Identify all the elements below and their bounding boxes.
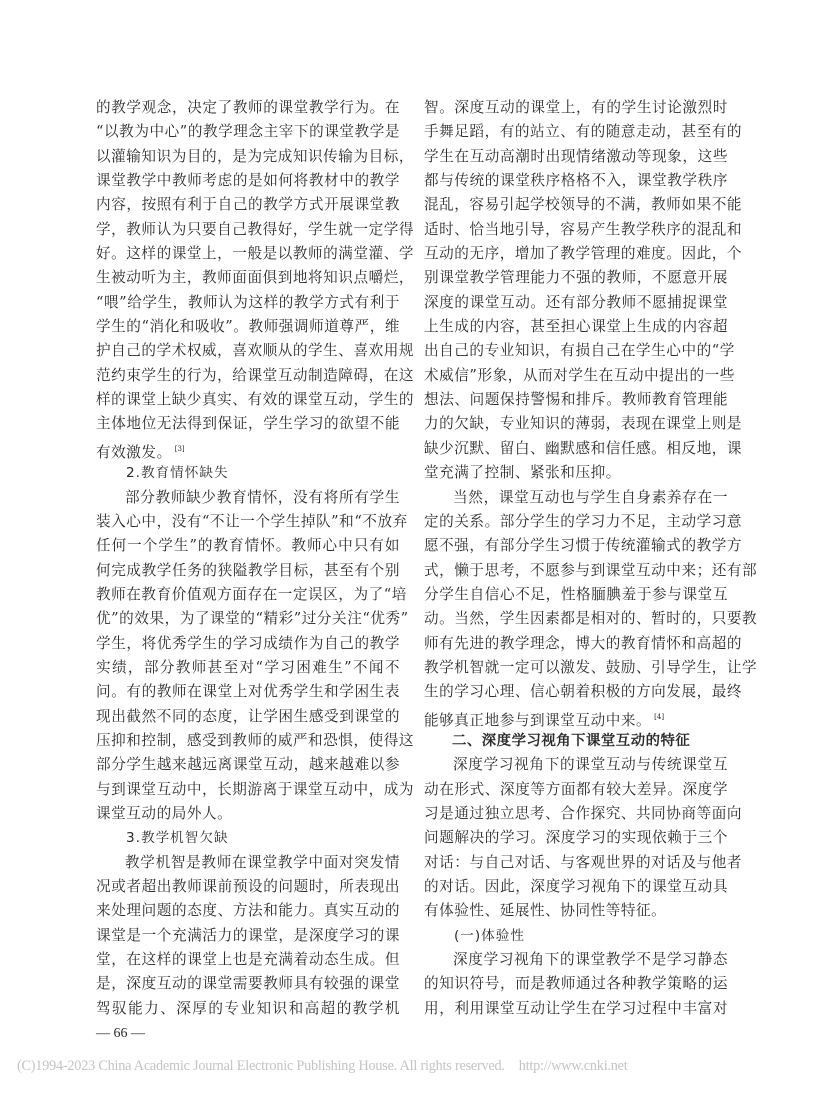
text-line: 生被动听为主，教师面面俱到地将知识点嚼烂， (96, 269, 415, 287)
text-line: 与到课堂互动中，长期游离于课堂互动中，成为 (96, 780, 415, 798)
text-line: 课堂教学中教师考虑的是如何将教材中的教学 (96, 172, 400, 190)
left-column (96, 96, 415, 1021)
text-line: 堂，在这样的课堂上也是充满着动态生成。但 (96, 951, 400, 969)
text-line: 缺少沉默、留白、幽默感和信任感。相反地，课 (424, 439, 743, 457)
text-line: 动在形式、深度等方面都有较大差异。深度学 (424, 780, 728, 798)
text-line: 装入心中，没有“不让一个学生掉队”和“不放弃 (96, 512, 408, 530)
text-line: 是，深度互动的课堂需要教师具有较强的课堂 (96, 975, 400, 993)
text-line: 问。有的教师在课堂上对优秀学生和学困生表 (96, 683, 400, 701)
text-line: 课堂是一个充满活力的课堂，是深度学习的课 (96, 926, 400, 944)
text-line: 任何一个学生”的教育情怀。教师心中只有如 (96, 537, 400, 555)
text-line: 主体地位无法得到保证，学生学习的欲望不能 (96, 415, 400, 433)
text-line: 生的学习心理、信心朝着积极的方向发展，最终 (424, 683, 743, 701)
text-line: 教学机智就一定可以激发、鼓励、引导学生，让学 (424, 658, 758, 676)
text-line: 愿不强，有部分学生习惯于传统灌输式的教学方 (424, 537, 743, 555)
text-line: 问题解决的学习。深度学习的实现依赖于三个 (424, 829, 728, 847)
copyright-footer (0, 1058, 822, 1075)
text-line: 何完成教学任务的狭隘教学目标，甚至有个别 (96, 561, 400, 579)
text-line: 师有先进的教学理念，博大的教育情怀和高超的 (424, 634, 743, 652)
text-line: 别课堂教学管理能力不强的教师，不愿意开展 (424, 269, 728, 287)
text-line: 的知识符号，而是教师通过各种教学策略的运 (424, 975, 728, 993)
text-line: 有体验性、延展性、协同性等特征。 (424, 902, 667, 920)
text-line: 智。深度互动的课堂上，有的学生讨论激烈时 (424, 99, 728, 116)
text-line: 课堂互动的局外人。 (96, 804, 233, 822)
text-line: 学生在互动高潮时出现情绪激动等现象，这些 (424, 147, 728, 165)
text-line: 分学生自信心不足，性格腼腆羞于参与课堂互 (424, 585, 728, 603)
text-line: 堂充满了控制、紧张和压抑。 (424, 464, 621, 482)
text-line: 压抑和控制，感受到教师的威严和恐惧，使得这 (96, 731, 415, 749)
text-line: 定的关系。部分学生的学习力不足，主动学习意 (424, 512, 743, 530)
text-line: 以灌输知识为目的，是为完成知识传输为目标， (96, 147, 415, 165)
text-line: 样的课堂上缺少真实、有效的课堂互动，学生的 (96, 391, 415, 409)
text-line: 来处理问题的态度、方法和能力。真实互动的 (96, 902, 400, 920)
text-line: 出自己的专业知识，有损自己在学生心中的“学 (424, 342, 735, 360)
text-line: 深度学习视角下的课堂互动与传统课堂互 (453, 756, 728, 774)
text-line: 互动的无序，增加了教学管理的难度。因此，个 (424, 245, 743, 263)
right-column (424, 96, 758, 1021)
citation-marker[interactable]: [4] (654, 712, 665, 721)
text-line: 教学机智是教师在课堂教学中面对突发情 (125, 853, 400, 871)
citation-marker[interactable]: [3] (174, 444, 185, 453)
paragraph-education-sentiment (96, 486, 415, 827)
text-line: “以教为中心”的教学理念主宰下的课堂教学是 (96, 123, 400, 141)
text-line: 习是通过独立思考、合作探究、共同协商等面向 (424, 804, 743, 822)
subheading-education-sentiment: 2.教育情怀缺失 (126, 465, 229, 482)
subsection-heading-experiential: (一)体验性 (454, 927, 525, 944)
text-line: “喂”给学生，教师认为这样的教学方式有利于 (96, 293, 400, 311)
text-line: 内容，按照有利于自己的教学方式开展课堂教 (96, 196, 400, 214)
text-line-content: 能够真正地参与到课堂互动中来。 (424, 711, 652, 729)
text-line: 实绩，部分教师甚至对“学习困难生”不闻不 (96, 658, 400, 676)
text-line-content: 有效激发。 (96, 443, 172, 461)
text-line: 力的欠缺，专业知识的薄弱，表现在课堂上则是 (424, 415, 743, 433)
subheading-teaching-wit: 3.教学机智欠缺 (126, 830, 229, 847)
text-line: 混乱，容易引起学校领导的不满，教师如果不能 (424, 196, 743, 214)
text-line: 手舞足蹈，有的站立、有的随意走动，甚至有的 (424, 123, 743, 141)
paragraph-teaching-wit (96, 851, 400, 1021)
text-line: 动。当然，学生因素都是相对的、暂时的，只要教 (424, 610, 758, 628)
copyright-text: (C)1994-2023 China Academic Journal Electronic Publishing House. All rights reserved. (17, 1058, 505, 1074)
text-line: 好。这样的课堂上，一般是以教师的满堂灌、学 (96, 245, 415, 263)
page-number: — 66 — (96, 1026, 145, 1041)
text-line: 的教学观念，决定了教师的课堂教学行为。在 (96, 99, 400, 116)
text-line: 现出截然不同的态度，让学困生感受到课堂的 (96, 707, 400, 725)
text-line: 适时、恰当地引导，容易产生教学秩序的混乱和 (424, 220, 743, 238)
text-line: 深度学习视角下的课堂教学不是学习静态 (453, 951, 728, 969)
text-line: 况或者超出教师课前预设的问题时，所表现出 (96, 878, 400, 895)
text-line: 教师在教育价值观方面存在一定误区，为了“培 (96, 585, 407, 603)
text-line: 优”的效果，为了课堂的“精彩”过分关注“优秀” (96, 610, 409, 628)
text-line: 学，教师认为只要自己教得好，学生就一定学得 (96, 220, 415, 238)
text-line: 术威信”形象，从而对学生在互动中提出的一些 (424, 366, 735, 384)
paragraph-features-intro (424, 753, 743, 923)
text-line: 部分教师缺少教育情怀，没有将所有学生 (125, 488, 400, 506)
text-line: 当然，课堂互动也与学生自身素养存在一 (453, 488, 728, 506)
paragraph-student-factors (424, 486, 758, 729)
text-line: 驾驭能力、深厚的专业知识和高超的教学机 (96, 999, 400, 1017)
paragraph-deep-interaction (424, 96, 743, 486)
text-line: 范约束学生的行为，给课堂互动制造障碍，在这 (96, 366, 415, 384)
text-line: 上生成的内容，甚至担心课堂上生成的内容超 (424, 318, 728, 336)
text-line: 学生的“消化和吸收”。教师强调师道尊严，维 (96, 318, 400, 336)
paragraph-teaching-concept (96, 96, 415, 461)
text-line: 学生，将优秀学生的学习成绩作为自己的教学 (96, 634, 400, 652)
text-line: 对话：与自己对话、与客观世界的对话及与他者 (424, 853, 743, 871)
text-line: 深度的课堂互动。还有部分教师不愿捕捉课堂 (424, 293, 728, 311)
text-line (96, 437, 400, 461)
text-line: 式，懒于思考，不愿参与到课堂互动中来；还有部 (424, 561, 758, 579)
text-line: 都与传统的课堂秩序格格不入，课堂教学秩序 (424, 172, 728, 190)
text-line: 护自己的学术权威，喜欢顺从的学生、喜欢用规 (96, 342, 415, 360)
section-heading-features: 二、深度学习视角下课堂互动的特征 (452, 732, 691, 749)
text-line: 的对话。因此，深度学习视角下的课堂互动具 (424, 878, 728, 895)
text-line: 部分学生越来越远离课堂互动，越来越难以参 (96, 756, 400, 774)
paragraph-experiential (424, 948, 728, 1021)
text-line: 用，利用课堂互动让学生在学习过程中丰富对 (424, 999, 728, 1017)
footer-url-link[interactable]: http://www.cnki.net (518, 1058, 628, 1074)
text-line: 想法、问题保持警惕和排斥。教师教育管理能 (424, 391, 728, 409)
text-line (424, 705, 728, 729)
